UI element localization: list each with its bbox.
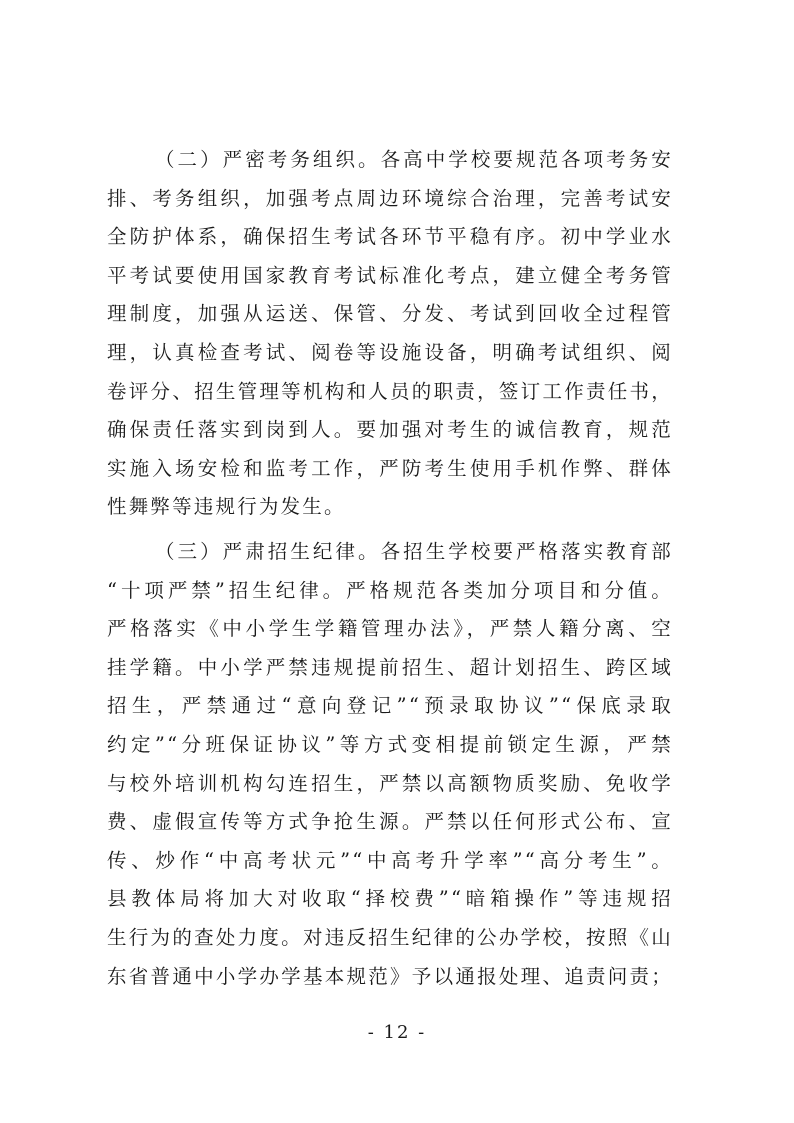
text-line: 性舞弊等违规行为发生。	[107, 495, 346, 518]
text-line: 县教体局将加大对收取“择校费”“暗箱操作”等违规招	[107, 887, 673, 910]
text-line: 理，认真检查考试、阅卷等设施设备，明确考试组织、阅	[107, 341, 673, 364]
text-line: 费、虚假宣传等方式争抢生源。严禁以任何形式公布、宣	[107, 810, 673, 833]
text-line: 严格落实《中小学生学籍管理办法》，严禁人籍分离、空	[107, 617, 673, 640]
text-line: 挂学籍。中小学严禁违规提前招生、超计划招生、跨区域	[107, 656, 673, 679]
text-line: 传、炒作“中高考状元”“中高考升学率”“高分考生”。	[107, 849, 673, 872]
text-line: 与校外培训机构勾连招生，严禁以高额物质奖励、免收学	[107, 772, 673, 795]
page-number: - 12 -	[367, 1022, 427, 1043]
text-line: 招生，严禁通过“意向登记”“预录取协议”“保底录取	[107, 694, 673, 717]
text-line: （三）严肃招生纪律。各招生学校要严格落实教育部	[155, 540, 673, 563]
text-line: 生行为的查处力度。对违反招生纪律的公办学校，按照《山	[107, 926, 673, 949]
text-line: 全防护体系，确保招生考试各环节平稳有序。初中学业水	[107, 225, 673, 248]
text-line: 约定”“分班保证协议”等方式变相提前锁定生源，严禁	[107, 733, 673, 756]
text-line: 实施入场安检和监考工作，严防考生使用手机作弊、群体	[107, 457, 673, 480]
text-line: 理制度，加强从运送、保管、分发、考试到回收全过程管	[107, 302, 673, 325]
text-line: 卷评分、招生管理等机构和人员的职责，签订工作责任书，	[107, 380, 673, 403]
text-line: （二）严密考务组织。各高中学校要规范各项考务安	[155, 148, 673, 171]
text-line: 平考试要使用国家教育考试标准化考点，建立健全考务管	[107, 264, 673, 287]
text-line: “十项严禁”招生纪律。严格规范各类加分项目和分值。	[107, 579, 673, 602]
text-line: 东省普通中小学办学基本规范》予以通报处理、追责问责；	[107, 965, 673, 988]
text-line: 排、考务组织，加强考点周边环境综合治理，完善考试安	[107, 187, 673, 210]
text-line: 确保责任落实到岗到人。要加强对考生的诚信教育，规范	[107, 418, 673, 441]
